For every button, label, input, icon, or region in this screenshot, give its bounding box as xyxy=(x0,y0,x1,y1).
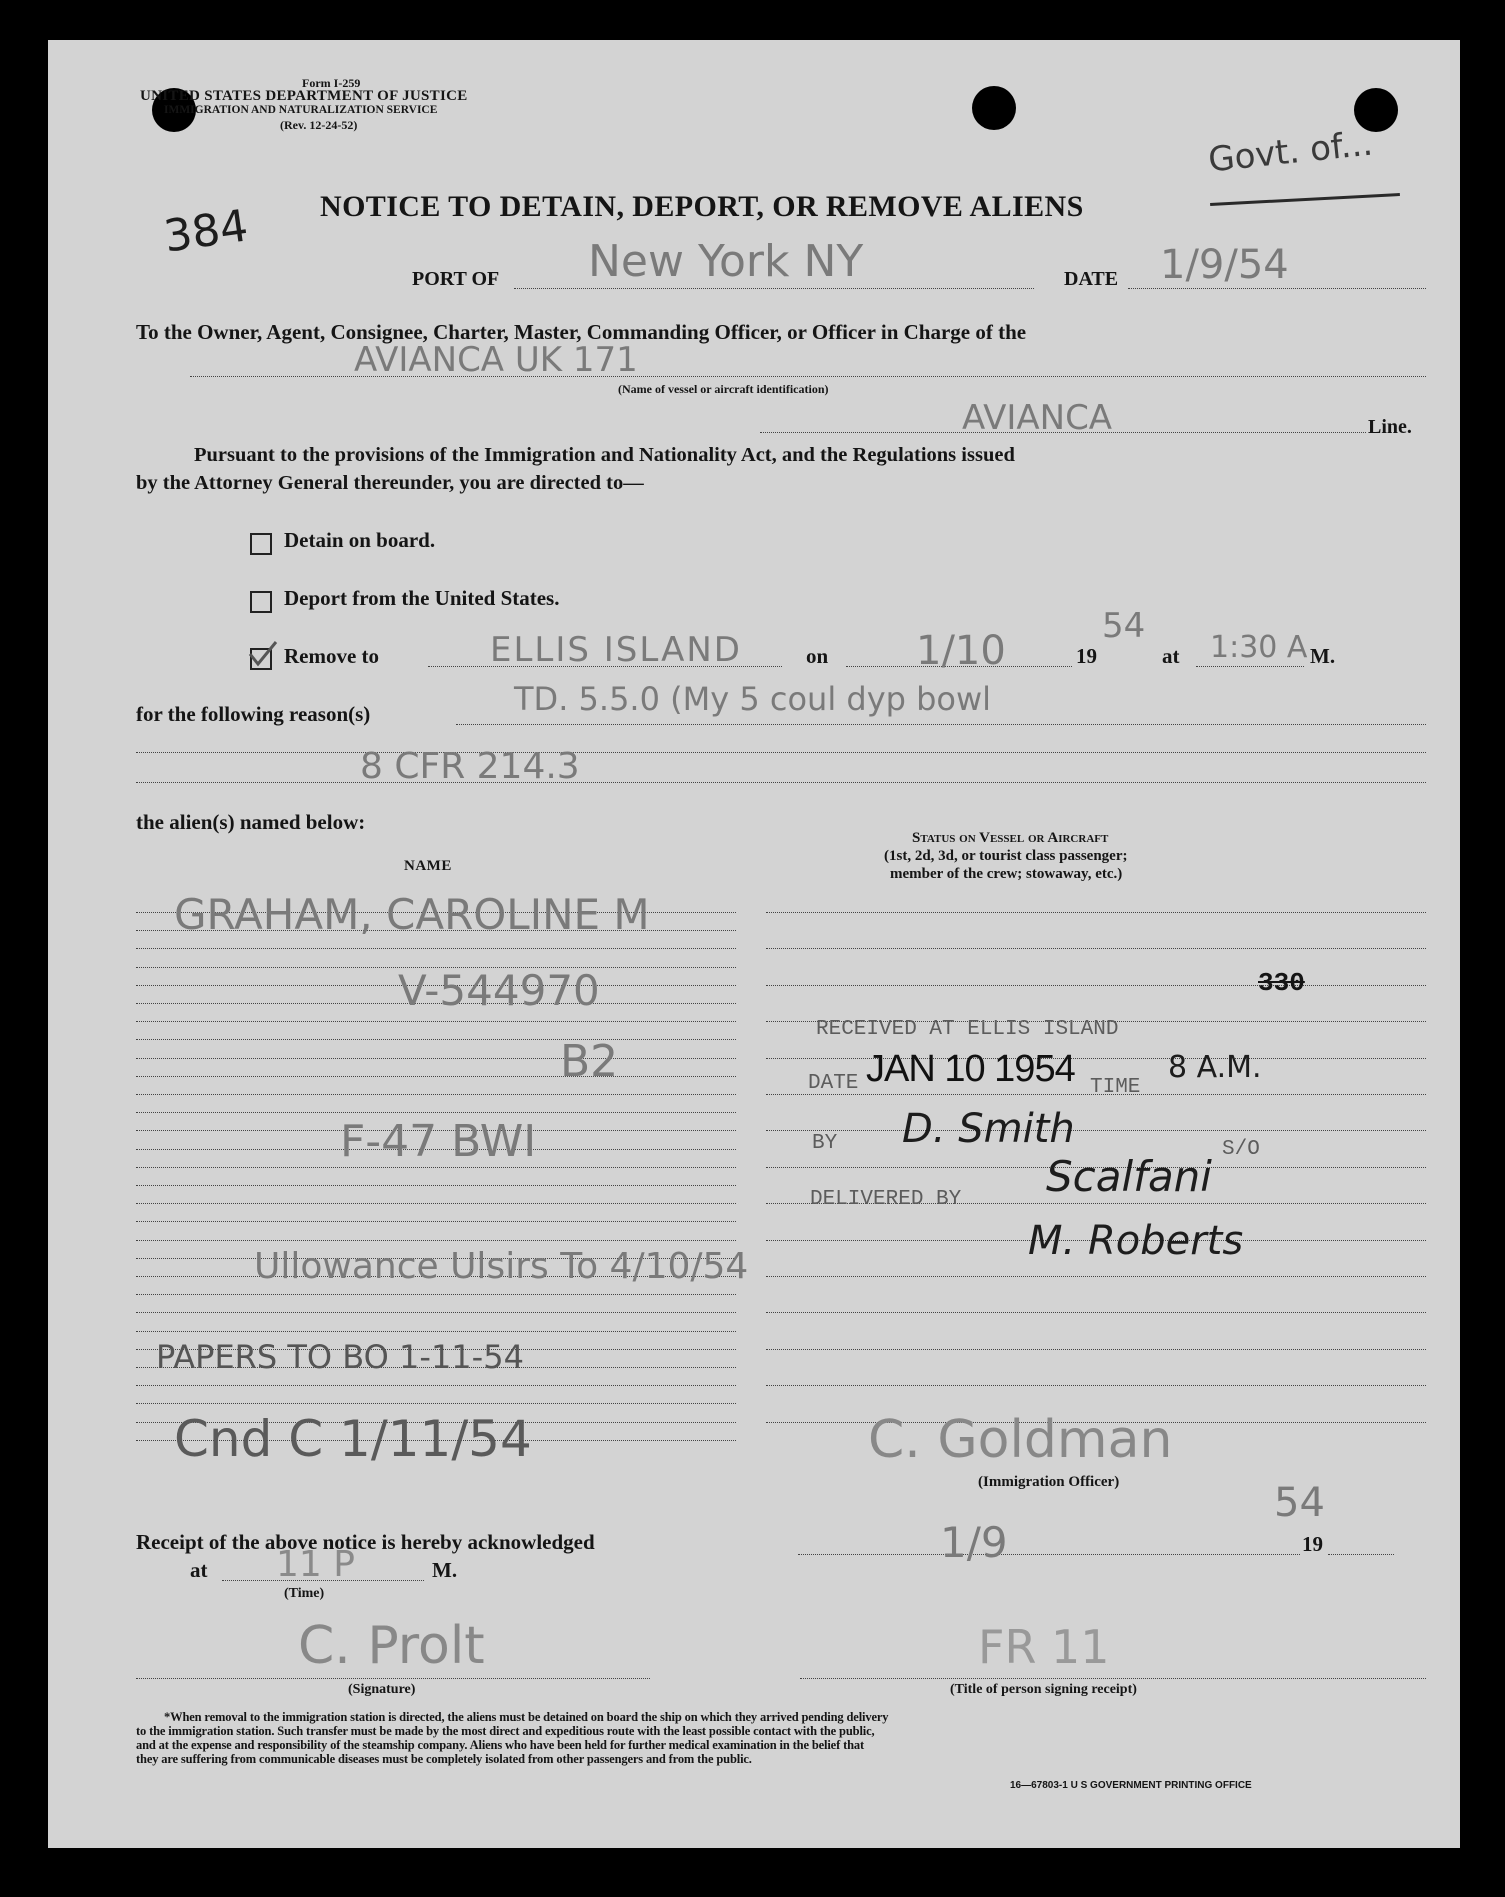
alien-allowance: Ullowance Ulsirs To 4/10/54 xyxy=(254,1246,749,1287)
remove-label: Remove to xyxy=(284,644,380,668)
receipt-year-prefix: 19 xyxy=(1302,1532,1323,1556)
stamp-number: 330 xyxy=(1258,968,1305,998)
date-value: 1/9/54 xyxy=(1160,242,1289,288)
time-caption: (Time) xyxy=(284,1586,325,1601)
detain-checkbox[interactable] xyxy=(250,533,272,555)
line-value: AVIANCA xyxy=(962,398,1113,438)
form-sheet xyxy=(48,40,1460,1848)
writing-line xyxy=(766,1130,1426,1131)
date-label: DATE xyxy=(1064,268,1119,290)
writing-line xyxy=(136,1203,736,1204)
remove-at-label: at xyxy=(1162,644,1180,668)
writing-line xyxy=(136,1385,736,1386)
reasons-line-3 xyxy=(136,782,1426,783)
cancel-note: Cnd C 1/11/54 xyxy=(174,1410,532,1468)
remove-time-value: 1:30 A xyxy=(1210,630,1308,665)
department-name: UNITED STATES DEPARTMENT OF JUSTICE xyxy=(140,88,468,104)
writing-line xyxy=(136,1312,736,1313)
stamp-date-label: DATE xyxy=(808,1072,859,1095)
footnote-line-4: they are suffering from communicable diseases must be completely isolated from other passengers and from the public. xyxy=(136,1752,752,1766)
stamp-delivered-label: DELIVERED BY xyxy=(810,1188,962,1211)
stamp-by-label: BY xyxy=(812,1132,838,1155)
title-signing-caption: (Title of person signing receipt) xyxy=(950,1682,1137,1697)
footnote-line-2: to the immigration station. Such transfer must be made by the most direct and expeditious route with the least possible contact with the public, xyxy=(136,1724,875,1738)
pursuant-line-1: Pursuant to the provisions of the Immigration and Nationality Act, and the Regulations issued xyxy=(194,444,1015,466)
port-value: New York NY xyxy=(588,236,864,287)
status-column-title: Status on Vessel or Aircraft xyxy=(912,830,1109,846)
receipt-m-label: M. xyxy=(432,1558,458,1582)
writing-line xyxy=(136,1403,736,1404)
vessel-value: AVIANCA UK 171 xyxy=(354,340,638,380)
footnote-line-3: and at the expense and responsibility of the steamship company. Aliens who have been held for further medical examination in the belief that xyxy=(136,1738,864,1752)
receipt-signature: C. Prolt xyxy=(298,1616,485,1676)
stamp-so: S/O xyxy=(1222,1138,1260,1161)
writing-line xyxy=(136,1331,736,1332)
port-line xyxy=(514,288,1034,289)
status-column-line-1: (1st, 2d, 3d, or tourist class passenger; xyxy=(884,848,1128,864)
stamp-by-value: D. Smith xyxy=(902,1106,1075,1152)
writing-line xyxy=(136,1076,736,1077)
receipt-time-value: 11 P xyxy=(276,1544,355,1585)
writing-line xyxy=(766,1276,1426,1277)
vessel-caption: (Name of vessel or aircraft identification) xyxy=(618,382,829,396)
signature-caption: (Signature) xyxy=(348,1682,416,1697)
printer-imprint: 16—67803-1 U S GOVERNMENT PRINTING OFFICE xyxy=(1010,1780,1252,1791)
writing-line xyxy=(766,948,1426,949)
form-number: Form I-259 xyxy=(302,76,361,90)
writing-line xyxy=(766,912,1426,913)
stamp-date-value: JAN 10 1954 xyxy=(866,1048,1075,1090)
writing-line xyxy=(766,1312,1426,1313)
punch-hole xyxy=(972,86,1016,130)
reasons-line-2 xyxy=(136,752,1426,753)
receipt-date-line xyxy=(798,1554,1300,1555)
writing-line xyxy=(136,1058,736,1059)
deport-checkbox[interactable] xyxy=(250,591,272,613)
remove-year-value: 54 xyxy=(1102,606,1146,646)
date-line xyxy=(1128,288,1426,289)
writing-line xyxy=(136,1112,736,1113)
stamp-delivered-value-1: Scalfani xyxy=(1046,1152,1212,1201)
title-signing-value: FR 11 xyxy=(978,1620,1110,1674)
top-right-underline xyxy=(1210,193,1400,206)
stamp-received: RECEIVED AT ELLIS ISLAND xyxy=(816,1018,1119,1041)
handwritten-number: 384 xyxy=(160,200,252,263)
reason-value-1: TD. 5.5.0 (My 5 coul dyp bowl xyxy=(514,680,992,718)
top-right-note: Govt. of... xyxy=(1206,123,1375,181)
remove-place-value: ELLIS ISLAND xyxy=(490,630,742,670)
line-label: Line. xyxy=(1368,416,1412,438)
service-name: IMMIGRATION AND NATURALIZATION SERVICE xyxy=(164,104,438,116)
writing-line xyxy=(766,1349,1426,1350)
alien-code: F-47 BWI xyxy=(340,1116,537,1167)
deport-label: Deport from the United States. xyxy=(284,586,560,610)
form-revision: (Rev. 12-24-52) xyxy=(280,118,358,132)
footnote-line-1: *When removal to the immigration station is directed, the aliens must be detained on board the ship on which they arrived pending delivery xyxy=(164,1710,889,1724)
officer-caption: (Immigration Officer) xyxy=(978,1474,1120,1490)
writing-line xyxy=(766,1058,1426,1059)
remove-time-line xyxy=(1196,666,1304,667)
writing-line xyxy=(766,985,1426,986)
remove-check-mark-icon xyxy=(246,640,280,670)
writing-line xyxy=(766,1385,1426,1386)
remove-date-value: 1/10 xyxy=(916,628,1006,674)
writing-line xyxy=(136,1294,736,1295)
receipt-year-value: 54 xyxy=(1274,1480,1325,1526)
alien-file-number: V-544970 xyxy=(398,966,600,1015)
page-title: NOTICE TO DETAIN, DEPORT, OR REMOVE ALIENS xyxy=(320,190,1084,223)
writing-line xyxy=(136,1039,736,1040)
remove-year-prefix: 19 xyxy=(1076,644,1097,668)
writing-line xyxy=(136,1185,736,1186)
writing-line xyxy=(136,1021,736,1022)
aliens-label: the alien(s) named below: xyxy=(136,810,366,834)
port-label: PORT OF xyxy=(412,268,500,290)
stamp-delivered-value-2: M. Roberts xyxy=(1028,1218,1244,1264)
signature-line xyxy=(136,1678,650,1679)
receipt-date-value: 1/9 xyxy=(940,1518,1008,1567)
writing-line xyxy=(136,948,736,949)
receipt-year-line xyxy=(1328,1554,1394,1555)
remove-m-label: M. xyxy=(1310,644,1336,668)
papers-note: PAPERS TO BO 1-11-54 xyxy=(156,1338,524,1376)
pursuant-line-2: by the Attorney General thereunder, you are directed to— xyxy=(136,472,644,494)
reason-value-2: 8 CFR 214.3 xyxy=(360,746,580,787)
remove-on-label: on xyxy=(806,644,829,668)
alien-name: GRAHAM, CAROLINE M xyxy=(174,890,650,939)
receipt-text: Receipt of the above notice is hereby acknowledged xyxy=(136,1530,595,1554)
status-column-line-2: member of the crew; stowaway, etc.) xyxy=(890,866,1123,882)
addressee-text: To the Owner, Agent, Consignee, Charter, Master, Commanding Officer, or Officer in Charge of the xyxy=(136,320,1027,344)
stamp-time-value: 8 A.M. xyxy=(1168,1050,1262,1085)
detain-label: Detain on board. xyxy=(284,528,436,552)
alien-visa-class: B2 xyxy=(560,1036,619,1087)
writing-line xyxy=(136,1221,736,1222)
receipt-at-label: at xyxy=(190,1558,208,1582)
officer-signature: C. Goldman xyxy=(868,1410,1173,1470)
reasons-label: for the following reason(s) xyxy=(136,702,371,726)
stamp-time-label: TIME xyxy=(1090,1076,1141,1099)
writing-line xyxy=(136,1240,736,1241)
writing-line xyxy=(136,1094,736,1095)
name-column-header: NAME xyxy=(404,858,452,874)
title-signing-line xyxy=(800,1678,1426,1679)
reasons-line-1 xyxy=(456,724,1426,725)
